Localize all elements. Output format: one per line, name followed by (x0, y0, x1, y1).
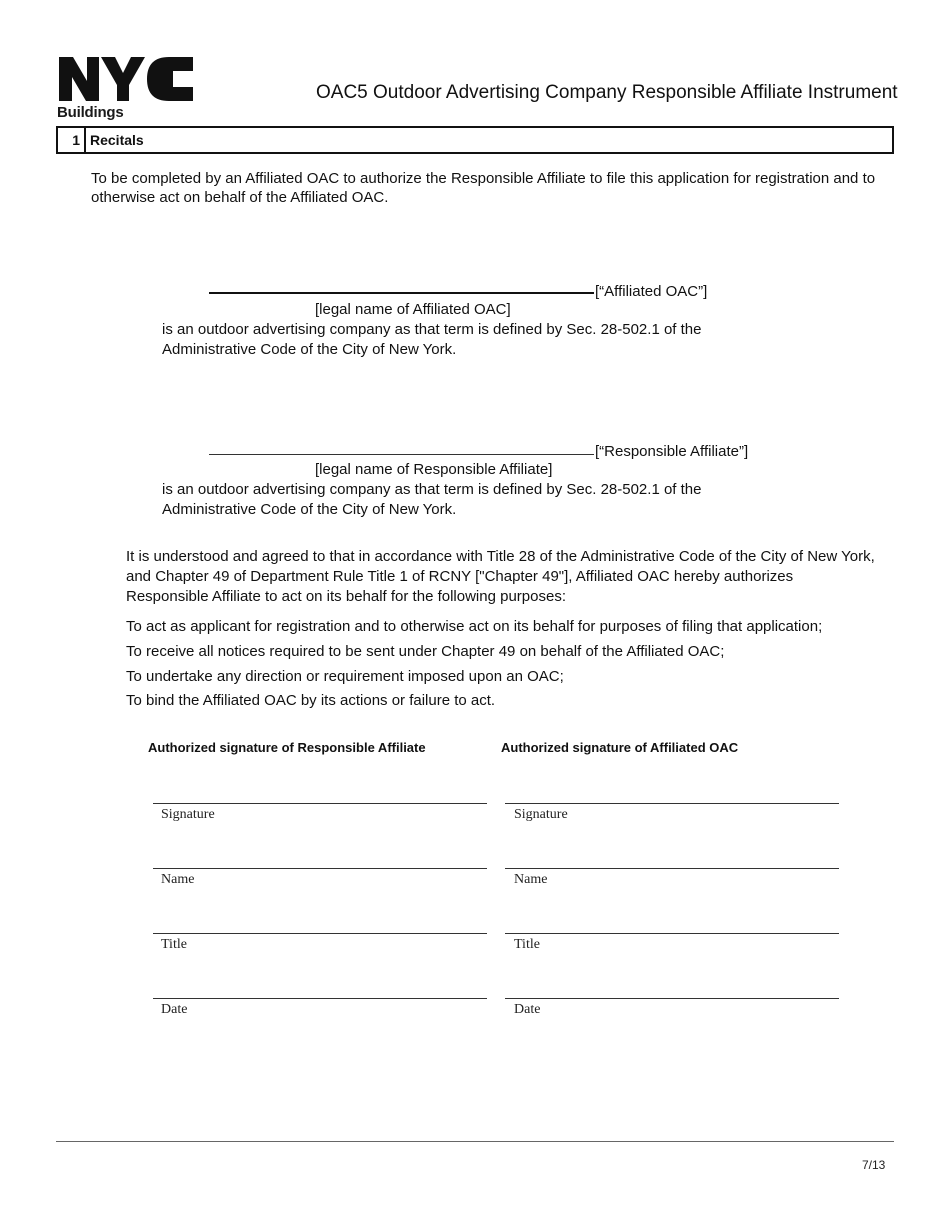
responsible-affiliate-definition-line2: Administrative Code of the City of New York. (162, 501, 457, 518)
page-number: 7/13 (862, 1158, 886, 1172)
affiliated-oac-name-field[interactable] (505, 868, 839, 869)
responsible-affiliate-title-field[interactable] (153, 933, 487, 934)
section-header (56, 126, 894, 154)
name-label: Name (514, 872, 548, 887)
affiliated-oac-tag: [“Affiliated OAC”] (595, 283, 708, 300)
title-label: Title (161, 937, 187, 952)
responsible-affiliate-date-field[interactable] (153, 998, 487, 999)
responsible-affiliate-definition-line1: is an outdoor advertising company as that term is defined by Sec. 28-502.1 of the (162, 481, 702, 498)
footer-divider (56, 1141, 894, 1142)
name-label: Name (161, 872, 195, 887)
responsible-affiliate-caption: [legal name of Responsible Affiliate] (315, 461, 553, 478)
intro-text: To be completed by an Affiliated OAC to authorize the Responsible Affiliate to file this application for registration and to otherwise act on behalf of the Affiliated OAC. (91, 170, 876, 206)
purpose-item: To receive all notices required to be sent under Chapter 49 on behalf of the Affiliated OAC; (126, 643, 725, 660)
responsible-affiliate-signature-heading: Authorized signature of Responsible Affiliate (148, 740, 426, 755)
purpose-item: To act as applicant for registration and to otherwise act on its behalf for purposes of filing that application; (126, 618, 823, 635)
signature-label: Signature (514, 807, 568, 822)
responsible-affiliate-tag: [“Responsible Affiliate”] (595, 443, 749, 460)
affiliated-oac-caption: [legal name of Affiliated OAC] (315, 301, 511, 318)
document-title: OAC5 Outdoor Advertising Company Responsible Affiliate Instrument (316, 82, 898, 103)
date-label: Date (514, 1002, 541, 1017)
agreement-text: It is understood and agreed to that in accordance with Title 28 of the Administrative Code of the City of New York, and Chapter 49 of Department Rule Title 1 of RCNY ["Chapter 49"], Affiliated OAC hereby authorizes Responsible Affiliate to act on its behalf for the following purposes: (126, 548, 875, 605)
purpose-item: To undertake any direction or requirement imposed upon an OAC; (126, 668, 564, 685)
responsible-affiliate-name-field[interactable] (153, 868, 487, 869)
logo-subtext: Buildings (57, 104, 124, 121)
affiliated-oac-signature-field[interactable] (505, 803, 839, 804)
date-label: Date (161, 1002, 188, 1017)
affiliated-oac-date-field[interactable] (505, 998, 839, 999)
affiliated-oac-title-field[interactable] (505, 933, 839, 934)
section-number: 1 (58, 128, 86, 152)
responsible-affiliate-signature-field[interactable] (153, 803, 487, 804)
affiliated-oac-definition-line1: is an outdoor advertising company as that term is defined by Sec. 28-502.1 of the (162, 321, 702, 338)
signature-label: Signature (161, 807, 215, 822)
section-title: Recitals (90, 132, 144, 148)
responsible-affiliate-name-field[interactable] (209, 454, 594, 455)
affiliated-oac-signature-heading: Authorized signature of Affiliated OAC (501, 740, 739, 755)
nyc-logo (57, 55, 197, 103)
affiliated-oac-definition-line2: Administrative Code of the City of New York. (162, 341, 457, 358)
purpose-item: To bind the Affiliated OAC by its actions or failure to act. (126, 692, 496, 709)
title-label: Title (514, 937, 540, 952)
affiliated-oac-name-field[interactable] (209, 292, 594, 294)
